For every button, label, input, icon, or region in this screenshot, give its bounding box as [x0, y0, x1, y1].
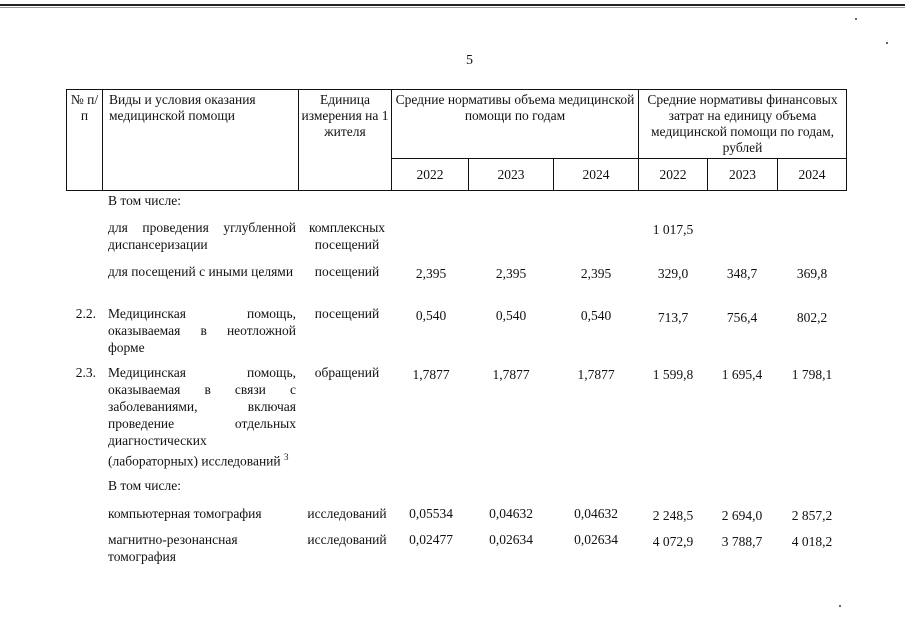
row-number: 2.3.: [75, 365, 96, 380]
cost-value: 4 018,2: [791, 534, 833, 549]
volume-value: 0,540: [415, 308, 447, 323]
volume-value: 0,04632: [574, 506, 618, 521]
cost-value: 348,7: [726, 266, 758, 281]
cost-value: 1 599,8: [652, 367, 694, 382]
header-cost-year: 2023: [708, 159, 778, 191]
header-cost-year: 2022: [639, 159, 708, 191]
row-name: для посещений с иными целями: [108, 264, 294, 279]
cost-value: 2 694,0: [721, 508, 763, 523]
row-unit: исследований: [307, 506, 387, 521]
cost-value: 2 857,2: [791, 508, 833, 523]
cost-value: 802,2: [796, 310, 828, 325]
volume-value: 1,7877: [492, 367, 530, 382]
volume-value: 2,395: [495, 266, 527, 281]
volume-value: 0,02634: [574, 532, 618, 547]
cost-value: 369,8: [796, 266, 828, 281]
row-unit: обращений: [314, 365, 380, 380]
row-number: 2.2.: [75, 306, 96, 321]
header-unit: Единица измерения на 1 жителя: [299, 90, 392, 191]
volume-value: 0,02634: [489, 532, 533, 547]
header-volume-year: 2022: [392, 159, 469, 191]
scan-speck: [886, 42, 888, 44]
top-border-line: [0, 4, 905, 6]
volume-value: 1,7877: [577, 367, 615, 382]
header-volume-group: Средние нормативы объема медицинской помощи по годам: [392, 90, 639, 159]
cost-value: 713,7: [657, 310, 689, 325]
row-name: Медицинская помощь, оказываемая в связи с заболеваниями, включая проведение отдельных диагностических (лабораторных) исследований $^3$: [108, 365, 296, 469]
row-name: компьютерная томография: [108, 506, 262, 521]
header-kind: Виды и условия оказания медицинской помощи: [103, 90, 299, 191]
row-unit: посещений: [314, 264, 380, 279]
cost-value: 1 017,5: [652, 222, 694, 237]
row-unit: посещений: [314, 306, 380, 321]
scan-speck: [855, 18, 857, 20]
cost-value: 329,0: [657, 266, 689, 281]
volume-value: 2,395: [415, 266, 447, 281]
volume-value: 0,540: [580, 308, 612, 323]
cost-value: 1 798,1: [791, 367, 833, 382]
row-label: В том числе:: [108, 193, 181, 208]
cost-value: 1 695,4: [721, 367, 763, 382]
row-name: Медицинская помощь, оказываемая в неотложной форме: [108, 306, 296, 355]
volume-value: 0,04632: [489, 506, 533, 521]
volume-value: 0,02477: [409, 532, 453, 547]
volume-value: 0,05534: [409, 506, 453, 521]
cost-value: 3 788,7: [721, 534, 763, 549]
header-volume-year: 2023: [469, 159, 554, 191]
scan-speck: [839, 605, 841, 607]
header-volume-year: 2024: [554, 159, 639, 191]
row-name: для проведения углубленной диспансеризации: [108, 220, 296, 252]
page-number: 5: [466, 53, 473, 68]
cost-value: 2 248,5: [652, 508, 694, 523]
header-cost-group: Средние нормативы финансовых затрат на единицу объема медицинской помощи по годам, рублей: [639, 90, 847, 159]
row-name: магнитно-резонансная томография: [108, 532, 238, 564]
volume-value: 2,395: [580, 266, 612, 281]
row-unit: комплексных посещений: [308, 220, 386, 252]
row-label: В том числе:: [108, 478, 181, 493]
header-cost-year: 2024: [778, 159, 847, 191]
cost-value: 756,4: [726, 310, 758, 325]
row-unit: исследований: [307, 532, 387, 547]
volume-value: 1,7877: [412, 367, 450, 382]
volume-value: 0,540: [495, 308, 527, 323]
top-border-line-thin: [0, 7, 905, 8]
cost-value: 4 072,9: [652, 534, 694, 549]
table-header: [66, 89, 847, 191]
header-num: № п/п: [67, 90, 103, 191]
